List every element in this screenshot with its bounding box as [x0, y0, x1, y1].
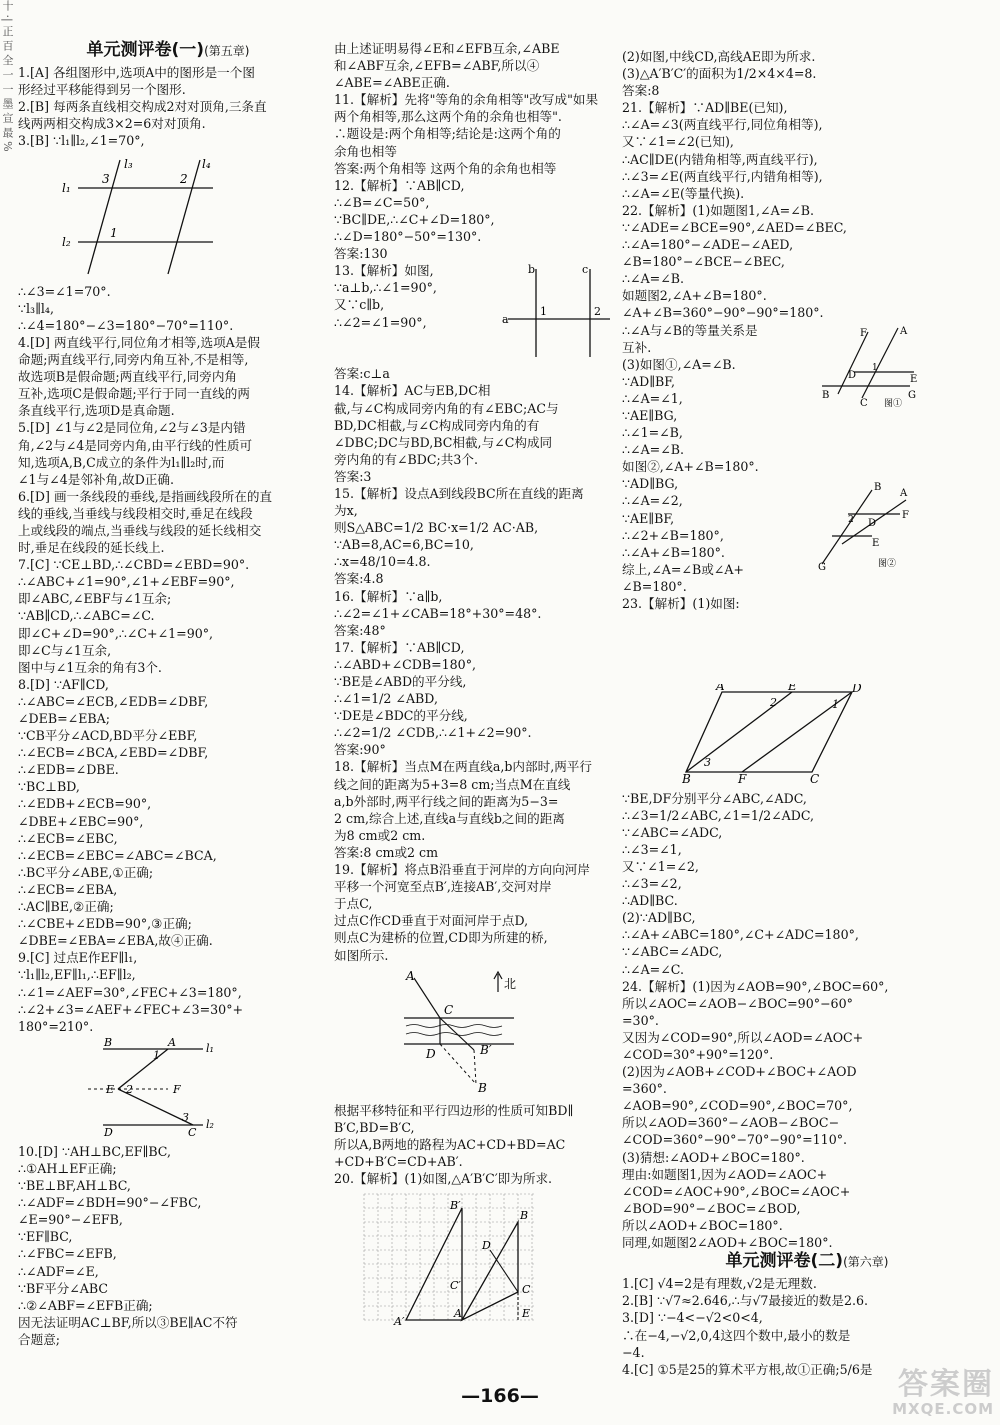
text-line: 知,选项A,B,C成立的条件为l₁∥l₂时,而 — [18, 454, 225, 470]
text-line: 合题意; — [18, 1331, 61, 1347]
text-line: 答案:90° — [334, 742, 386, 758]
angle-1: 1 — [872, 362, 878, 373]
point-D: D — [426, 1046, 436, 1061]
text-line: ∴∠A=∠1, — [622, 390, 683, 406]
point-B: B — [682, 771, 691, 784]
text-line: ∠DBE+∠EBC=90°, — [18, 813, 144, 829]
text-line: 答案:8 — [622, 83, 660, 99]
text-line: ∠DEB=∠EBA; — [18, 711, 110, 726]
text-line: ∵AD∥BG, — [622, 476, 679, 492]
north-label: 北 — [504, 976, 517, 991]
text-line: ∵AB∥CD,∴∠ABC=∠C. — [18, 608, 155, 624]
text-line: ∴∠ABC+∠1=90°,∠1+∠EBF=90°, — [18, 574, 235, 590]
section-title-2 — [622, 1253, 992, 1271]
point-B: B — [874, 481, 882, 493]
point-E: E — [522, 1307, 531, 1321]
col1-block-a — [18, 64, 318, 149]
point-E: E — [788, 683, 797, 693]
section-title-1 — [18, 42, 318, 60]
figure-q19-bridge — [334, 966, 614, 1100]
text-line: (2)∵AD∥BC, — [622, 910, 696, 926]
figure-q9 — [18, 1037, 318, 1141]
text-line: ∴∠A=180°−∠ADE−∠AED, — [622, 237, 794, 253]
text-line: ∵l₁∥l₂,EF∥l₁,∴EF∥l₂, — [18, 967, 136, 983]
text-line: 3.[B] ∵l₁∥l₂,∠1=70°, — [18, 133, 145, 149]
col1-block-c — [18, 1143, 318, 1348]
point-D: D — [852, 683, 862, 695]
text-line: 于点C, — [334, 896, 373, 912]
label-l4: l₄ — [202, 156, 211, 171]
point-C: C — [188, 1125, 197, 1137]
text-line: ∴∠3=1/2∠ABC,∠1=1/2∠ADC, — [622, 807, 815, 823]
text-line: ∵BF平分∠ABC — [18, 1280, 108, 1296]
point-A: A — [406, 968, 415, 983]
text-line: ∠B=180°. — [622, 578, 687, 594]
angle-2: 2 — [180, 171, 188, 186]
text-line: 截,与∠C构成同旁内角的有∠EBC;AC与 — [334, 400, 559, 416]
point-G: G — [818, 561, 826, 572]
label-l2: l₂ — [206, 1117, 214, 1131]
text-line: 则S△ABC=1/2 BC·x=1/2 AC·AB, — [334, 520, 539, 536]
col3-block-b — [622, 790, 992, 1252]
figure-q23 — [622, 684, 992, 788]
text-line: 21.【解析】∵AD∥BE(已知), — [622, 100, 788, 116]
text-line: 命题;两直线平行,同旁内角互补,不是相等, — [18, 352, 249, 368]
text-line: ∵∠ADE=∠BCE=90°,∠AED=∠BEC, — [622, 219, 847, 235]
point-E: E — [872, 537, 880, 549]
text-line: 20.【解析】(1)如图,△A′B′C′即为所求. — [334, 1171, 553, 1187]
text-line: ∠COD=30°+90°=120°. — [622, 1047, 774, 1062]
text-line: 过点C作CD垂直于对面河岸于点D, — [334, 913, 529, 929]
text-line: 7.[C] ∵CE⊥BD,∴∠CBD=∠EBD=90°. — [18, 557, 250, 573]
text-line: 180°=210°. — [18, 1018, 94, 1034]
point-A: A — [900, 487, 908, 499]
text-line: ∴∠1=1/2 ∠ABD, — [334, 691, 438, 707]
text-line: 答案:48° — [334, 622, 386, 638]
text-line: =360°. — [622, 1081, 667, 1097]
section-title-1-main: 单元测评卷(一) — [86, 40, 205, 60]
text-line: ∴∠3=∠2, — [622, 876, 682, 892]
text-line: 8.[D] ∵AF∥CD, — [18, 676, 109, 692]
text-line: ∵BE,DF分别平分∠ABC,∠ADC, — [622, 790, 807, 806]
col2-block-a — [334, 40, 614, 279]
text-line: 线的垂线,当垂线与线段相交时,垂足在线段 — [18, 505, 253, 521]
text-line: 由上述证明易得∠E和∠EFB互余,∠ABE — [334, 41, 560, 56]
text-line: 所以∠AOC=∠AOB−∠BOC=90°−60° — [622, 995, 853, 1011]
text-line: 如图所示. — [334, 947, 389, 963]
text-line: ∴∠EDB=∠DBE. — [18, 762, 119, 778]
text-line: 角,∠2与∠4是同旁内角,由平行线的性质可 — [18, 437, 253, 453]
text-line: (3)猜想:∠AOD+∠BOC=180°. — [622, 1149, 805, 1165]
text-line: 4.[C] ①5是25的算术平方根,故①正确;5/6是 — [622, 1361, 873, 1377]
text-line: 19.【解析】将点B沿垂直于河岸的方向向河岸 — [334, 862, 590, 878]
text-line: 即∠C+∠D=90°,∴∠C+∠1=90°, — [18, 625, 214, 641]
text-line: 理由:如题图1,因为∠AOD=∠AOC+ — [622, 1166, 828, 1182]
text-line: ∴∠ECB=∠EBC=∠ABC=∠BCA, — [18, 847, 217, 863]
text-line: 互补. — [622, 339, 652, 355]
figure-22-1 — [818, 324, 918, 408]
label-l1: l₁ — [62, 180, 71, 195]
text-line: ∴∠A=∠B. — [622, 271, 685, 287]
text-line: 2 cm,综合上述,直线a与直线b之间的距离 — [334, 810, 565, 826]
point-F: F — [738, 771, 747, 784]
text-line: BD,DC相截,与∠C构成同旁内角的有 — [334, 417, 540, 433]
point-A: A — [716, 683, 725, 693]
text-line: 为8 cm或2 cm. — [334, 827, 426, 843]
watermark-logo — [844, 1369, 994, 1421]
text-line: 又∵∠1=∠2(已知), — [622, 134, 734, 150]
text-line: ∴x=48/10=4.8. — [334, 554, 431, 570]
point-D: D — [482, 1239, 491, 1253]
text-line: 即∠C与∠1互余, — [18, 642, 112, 658]
text-line: 13.【解析】如图, — [334, 263, 434, 279]
text-line: ∴②∠ABF=∠EFB正确; — [18, 1297, 153, 1313]
point-A: A — [900, 325, 908, 337]
text-line: ∠E=90°−∠EFB, — [18, 1212, 123, 1228]
text-line: 同理,如题图2∠AOD+∠BOC=180°. — [622, 1235, 833, 1251]
column-3 — [622, 48, 992, 1378]
text-line: 16.【解析】∵a∥b, — [334, 588, 443, 604]
point-A-prime: A′ — [394, 1315, 405, 1329]
text-line: 2.[B] 每两条直线相交构成2对对顶角,三条直 — [18, 99, 267, 115]
point-D: D — [868, 517, 877, 529]
text-line: ∵l₃∥l₄, — [18, 300, 54, 316]
text-line: ∴AC∥BE,②正确; — [18, 899, 114, 915]
point-B: B — [104, 1036, 113, 1049]
figure-q13 — [502, 261, 612, 361]
text-line: 线两两相交构成3×2=6对对顶角. — [18, 116, 206, 132]
text-line: 即∠ABC,∠EBF与∠1互余; — [18, 591, 172, 607]
text-line: ∵BE⊥BF,AH⊥BC, — [18, 1178, 131, 1194]
text-line: 22.【解析】(1)如题图1,∠A=∠B. — [622, 202, 815, 218]
text-line: ∴∠ADF=∠BDH=90°−∠FBC, — [18, 1195, 202, 1211]
text-line: ∠BOD=90°−∠BOC=∠BOD, — [622, 1200, 801, 1216]
text-line: ∴∠2=∠1+∠CAB=18°+30°=48°. — [334, 605, 542, 621]
text-line: ∴∠ABC=∠ECB,∠EDB=∠DBF, — [18, 693, 209, 709]
text-line: 14.【解析】AC与EB,DC相 — [334, 383, 491, 399]
col2-block-b — [334, 365, 614, 963]
text-line: ∵AE∥BG, — [622, 407, 678, 423]
text-line: ∴∠2+∠3=∠AEF+∠FEC+∠3=30°+ — [18, 1001, 244, 1017]
binding-margin-text: 十 ·| 正 百 全 一 一 墨 宣 最 % — [1, 0, 14, 152]
text-line: 上或线段的端点,当垂线与线段的延长线相交 — [18, 522, 262, 538]
point-D: D — [104, 1125, 113, 1137]
point-B-prime: B′ — [450, 1199, 461, 1213]
text-line: 5.[D] ∠1与∠2是同位角,∠2与∠3是内错 — [18, 420, 246, 436]
text-line: ∵∠ABC=∠ADC, — [622, 824, 723, 840]
text-line: ∵AE∥BF, — [622, 510, 675, 526]
text-line: ∵BE是∠ABD的平分线, — [334, 674, 467, 689]
text-line: 时,垂足在线段的延长线上. — [18, 540, 165, 556]
point-B: B — [520, 1209, 529, 1223]
q22-area — [622, 322, 992, 682]
text-line: 18.【解析】当点M在两直线a,b内部时,两平行 — [334, 759, 592, 775]
label-l2: l₂ — [62, 234, 71, 249]
text-line: ∴∠1=∠B, — [622, 425, 683, 441]
section-title-2-main: 单元测评卷(二) — [725, 1251, 844, 1272]
text-line: ∴∠3=∠E(两直线平行,内错角相等), — [622, 168, 823, 184]
point-G: G — [908, 389, 916, 401]
col3-block-c — [622, 1275, 992, 1378]
angle-2: 2 — [770, 695, 777, 709]
figure-22-2 — [812, 482, 912, 572]
text-line: 23.【解析】(1)如图: — [622, 596, 740, 611]
text-line: (2)如图,中线CD,高线AE即为所求. — [622, 49, 816, 64]
text-line: 所以∠AOD+∠BOC=180°. — [622, 1217, 783, 1233]
angle-2: 2 — [594, 305, 601, 319]
text-line: 形经过平移能得到另一个图形. — [18, 82, 186, 98]
angle-3: 3 — [102, 171, 110, 186]
angle-1: 1 — [153, 1048, 160, 1062]
text-line: ∵AB=8,AC=6,BC=10, — [334, 537, 474, 553]
point-F: F — [173, 1082, 181, 1096]
point-B-prime: B′ — [480, 1042, 492, 1057]
text-line: 答案:8 cm或2 cm — [334, 844, 439, 860]
text-line: 平移一个河宽至点B′,连接AB′,交河对岸 — [334, 879, 552, 895]
text-line: 6.[D] 画一条线段的垂线,是指画线段所在的直 — [18, 488, 273, 504]
text-line: 线之间的距离为5+3=8 cm;当点M在直线 — [334, 776, 571, 792]
text-line: ∵a⊥b,∴∠1=90°, — [334, 280, 437, 296]
text-line: 旁内角的有∠BDC;共3个. — [334, 451, 478, 467]
text-line: 则点C为建桥的位置,CD即为所建的桥, — [334, 930, 548, 946]
text-line: ∠DBE=∠EBA=∠EBA,故④正确. — [18, 933, 213, 949]
angle-2: 2 — [848, 514, 854, 525]
point-A: A — [454, 1307, 462, 1321]
text-line: ∴∠ECB=∠EBA, — [18, 881, 118, 897]
angle-3: 3 — [704, 755, 711, 769]
text-line: ∴∠2=∠1=90°, — [334, 314, 427, 330]
text-line: 24.【解析】(1)因为∠AOB=90°,∠BOC=60°, — [622, 978, 889, 994]
text-line: 如题图2,∠A+∠B=180°. — [622, 288, 767, 304]
text-line: ∵∠ABC=∠ADC, — [622, 944, 723, 960]
point-E: E — [106, 1082, 115, 1096]
text-line: ∵CB平分∠ACD,BD平分∠EBF, — [18, 728, 198, 744]
text-line: ∴∠A=∠3(两直线平行,同位角相等), — [622, 117, 823, 133]
text-line: ∴①AH⊥EF正确; — [18, 1160, 117, 1176]
text-line: ∠COD=∠AOC+90°,∠BOC=∠AOC+ — [622, 1183, 851, 1199]
text-line: ∴∠ADF=∠E, — [18, 1263, 99, 1279]
text-line: ∴∠A=∠2, — [622, 493, 683, 509]
text-line: ∴∠A+∠B=180°. — [622, 544, 725, 560]
text-line: ∴∠ECB=∠BCA,∠EBD=∠DBF, — [18, 745, 209, 761]
text-line: ∴∠A=∠E(等量代换). — [622, 185, 745, 201]
text-line: 故选项B是假命题;两直线平行,同旁内角 — [18, 369, 238, 385]
text-line: 2.[B] ∵√7≈2.646,∴与√7最接近的数是2.6. — [622, 1293, 868, 1309]
text-line: (3)△A′B′C′的面积为1/2×4×4=8. — [622, 66, 817, 82]
section-title-2-sub: (第六章) — [843, 1255, 889, 1270]
text-line: (2)因为∠AOB+∠COD+∠BOC+∠AOD — [622, 1064, 857, 1080]
col3-block-a — [622, 48, 992, 322]
angle-1: 1 — [832, 697, 839, 711]
text-line: ∴∠A与∠B的等量关系是 — [622, 322, 758, 338]
figure-caption: 图② — [878, 558, 897, 569]
point-D: D — [848, 369, 857, 381]
col1-block-b — [18, 283, 318, 1035]
point-C-prime: C′ — [450, 1279, 461, 1293]
text-line: ∠DBC;DC与BD,BC相截,与∠C构成同 — [334, 434, 553, 450]
text-line: a,b外部时,两平行线之间的距离为5−3= — [334, 793, 559, 809]
text-line: ∠B=180°−∠BCE−∠BEC, — [622, 254, 785, 270]
text-line: 条直线平行,选项D是真命题. — [18, 403, 175, 419]
text-line: 15.【解析】设点A到线段BC所在直线的距离 — [334, 485, 584, 501]
text-line: ∠1与∠4是邻补角,故D正确. — [18, 471, 174, 487]
text-line: +CD+B′C=CD+AB′. — [334, 1153, 463, 1169]
text-line: 答案:3 — [334, 468, 372, 484]
watermark-text: 答案圈 — [898, 1367, 994, 1402]
text-line: ∴∠2+∠B=180°, — [622, 527, 724, 543]
text-line: ∴∠2=1/2 ∠CDB,∴∠1+∠2=90°. — [334, 725, 532, 741]
point-C: C — [522, 1283, 531, 1297]
text-line: ∵BC∥DE,∴∠C+∠D=180°, — [334, 211, 495, 227]
col2-block-c — [334, 1102, 614, 1187]
figure-q20-grid — [334, 1189, 614, 1333]
text-line: ∴∠1=∠AEF=30°,∠FEC+∠3=180°, — [18, 984, 242, 1000]
text-line: 为x, — [334, 503, 358, 519]
text-line: B′C,BD=B′C, — [334, 1119, 415, 1135]
text-line: 11.【解析】先将"等角的余角相等"改写成"如果 — [334, 92, 599, 108]
text-line: 答案:130 — [334, 246, 388, 262]
text-line: 9.[C] 过点E作EF∥l₁, — [18, 950, 138, 966]
point-F: F — [860, 327, 867, 339]
text-line: ∴∠B=∠C=50°, — [334, 194, 430, 210]
point-F: F — [902, 509, 909, 521]
point-C: C — [860, 397, 868, 408]
text-line: 互补,选项C是假命题;平行于同一直线的两 — [18, 386, 250, 402]
point-B: B — [822, 389, 830, 401]
text-line: 1.[A] 各组图形中,选项A中的图形是一个图 — [18, 65, 255, 81]
text-line: ∠A+∠B=360°−90°−90°=180°. — [622, 305, 824, 321]
text-line: 如图②,∠A+∠B=180°. — [622, 459, 759, 475]
text-line: ∴∠A=∠B. — [622, 442, 685, 458]
label-c: c — [582, 263, 589, 277]
angle-3: 3 — [182, 1110, 189, 1124]
text-line: 又∵c∥b, — [334, 297, 385, 313]
text-line: 1.[C] √4=2是有理数,√2是无理数. — [622, 1276, 817, 1292]
text-line: ∴∠EDB+∠ECB=90°, — [18, 796, 152, 812]
text-line: ∵DE是∠BDC的平分线, — [334, 708, 468, 724]
text-line: 答案:4.8 — [334, 571, 384, 587]
text-line: 3.[D] ∵−4<−√2<0<4, — [622, 1310, 763, 1326]
point-C: C — [444, 1002, 454, 1017]
section-title-1-sub: (第五章) — [204, 44, 250, 58]
text-line: ∴∠3=∠1=70°. — [18, 283, 111, 299]
text-line: ∴AC∥DE(内错角相等,两直线平行), — [622, 151, 818, 167]
text-line: ∴∠FBC=∠EFB, — [18, 1246, 117, 1262]
text-line: 答案:c⊥a — [334, 366, 390, 382]
text-line: ∠COD=360°−90°−70°−90°=110°. — [622, 1132, 848, 1148]
text-line: 余角也相等 — [334, 143, 397, 159]
angle-1: 1 — [540, 305, 547, 319]
point-B: B — [478, 1080, 487, 1095]
figure-caption: 图① — [884, 398, 903, 408]
text-line: 综上,∠A=∠B或∠A+ — [622, 561, 744, 577]
text-line: ∵EF∥BC, — [18, 1229, 73, 1245]
text-line: 两个角相等,那么这两个角的余角也相等". — [334, 109, 562, 125]
text-line: 又因为∠COD=90°,所以∠AOD=∠AOC+ — [622, 1029, 864, 1045]
text-line: ∴∠CBE+∠EDB=90°,③正确; — [18, 916, 192, 932]
text-line: 17.【解析】∵AB∥CD, — [334, 639, 465, 655]
angle-2: 2 — [126, 1082, 133, 1096]
text-line: ∠ABE=∠ABE正确. — [334, 75, 450, 91]
point-E: E — [910, 373, 918, 385]
text-line: 又∵∠1=∠2, — [622, 858, 699, 874]
text-line: (3)如图①,∠A=∠B. — [622, 356, 736, 372]
text-line: ∴∠3=∠1, — [622, 841, 682, 857]
label-b: b — [528, 263, 536, 277]
text-line: 所以∠AOD=360°−∠AOB−∠BOC− — [622, 1115, 840, 1131]
text-line: ∴∠4=180°−∠3=180°−70°=110°. — [18, 317, 234, 333]
text-line: ∴AD∥BC. — [622, 893, 678, 909]
watermark-url: MXQE.COM — [892, 1400, 994, 1418]
text-line: ∴BC平分∠ABE,①正确; — [18, 864, 154, 880]
text-line: ∴∠ABD+∠CDB=180°, — [334, 656, 476, 672]
angle-1: 1 — [110, 225, 118, 240]
text-line: −4. — [622, 1344, 645, 1360]
text-line: 和∠ABF互余,∠EFB=∠ABF,所以④ — [334, 58, 540, 74]
text-line: ∵AD∥BF, — [622, 373, 676, 389]
figure-parallel-lines-q3 — [18, 152, 318, 281]
label-a: a — [502, 313, 509, 327]
text-line: ∠AOB=90°,∠COD=90°,∠BOC=70°, — [622, 1098, 853, 1114]
text-line: 4.[D] 两直线平行,同位角才相等,选项A是假 — [18, 334, 260, 350]
label-l1: l₁ — [206, 1041, 214, 1055]
column-1 — [18, 40, 318, 1348]
text-line: 答案:两个角相等 这两个角的余角也相等 — [334, 160, 557, 176]
text-line: ∴∠A+∠ABC=180°,∠C+∠ADC=180°, — [622, 927, 859, 943]
text-line: 因无法证明AC⊥BF,所以③BE∥AC不符 — [18, 1314, 238, 1330]
page-number: —166— — [461, 1385, 539, 1407]
text-line: ∴在−4,−√2,0,4这四个数中,最小的数是 — [622, 1327, 851, 1343]
text-line: ∵BC⊥BD, — [18, 779, 80, 795]
text-line: 根据平移特征和平行四边形的性质可知BD∥ — [334, 1102, 574, 1118]
column-2 — [334, 40, 614, 1335]
text-line: 所以A,B两地的路程为AC+CD+BD=AC — [334, 1136, 566, 1152]
text-line: ∴题设是:两个角相等;结论是:这两个角的 — [334, 126, 561, 142]
text-line: =30°. — [622, 1012, 659, 1028]
text-line: 图中与∠1互余的角有3个. — [18, 659, 162, 675]
point-A: A — [168, 1036, 176, 1049]
text-line: ∴∠A=∠C. — [622, 961, 684, 977]
text-line: 10.[D] ∵AH⊥BC,EF∥BC, — [18, 1143, 171, 1159]
text-line: ∴∠ECB=∠EBC, — [18, 830, 118, 846]
text-line: 12.【解析】∵AB∥CD, — [334, 177, 465, 193]
point-C: C — [810, 771, 820, 784]
label-l3: l₃ — [124, 156, 133, 171]
text-line: ∴∠D=180°−50°=130°. — [334, 229, 482, 245]
